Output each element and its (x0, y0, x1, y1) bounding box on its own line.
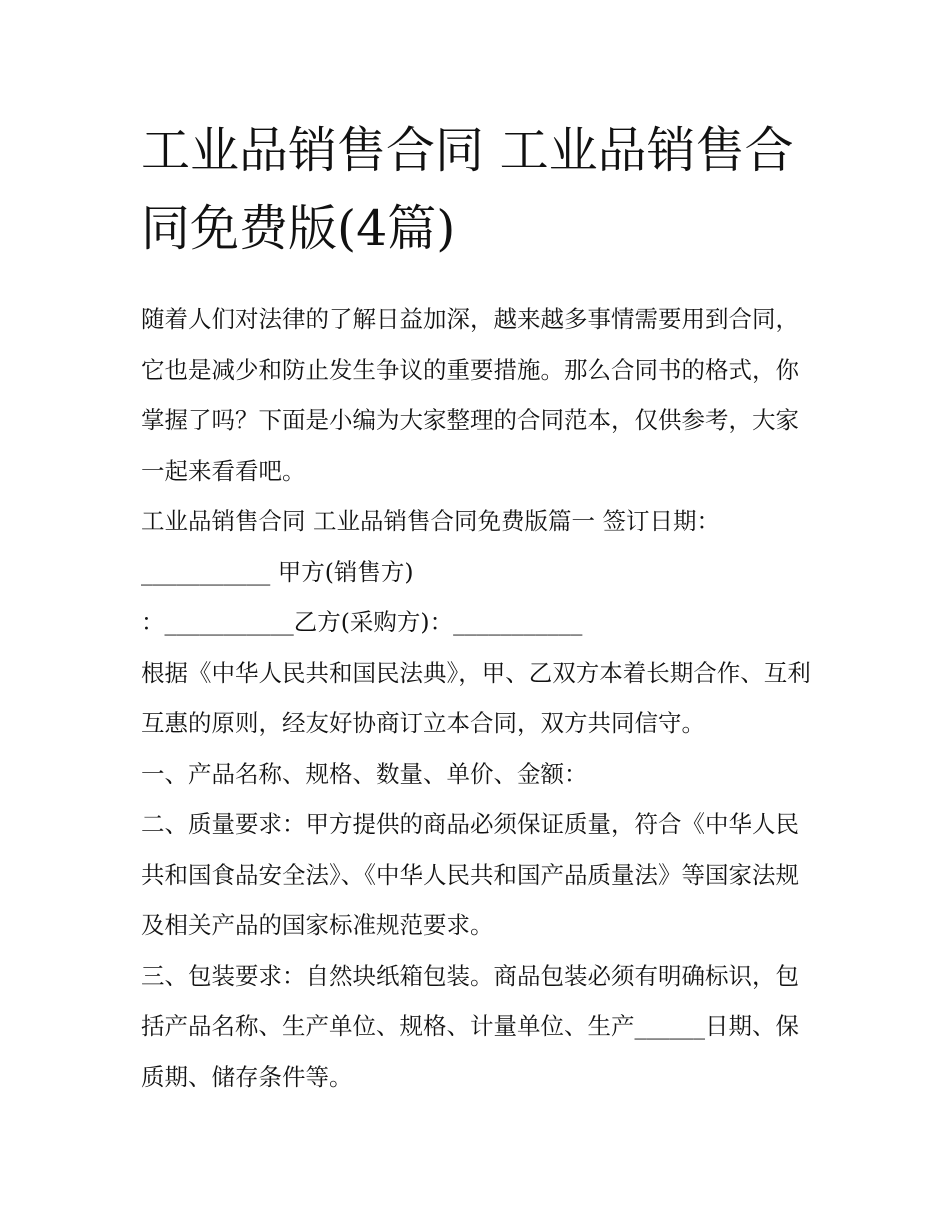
clause-1: 一、产品名称、规格、数量、单价、金额： (141, 759, 588, 788)
party-a-line: ___________ 甲方(销售方) (141, 557, 414, 586)
clause-2: 二、质量要求：甲方提供的商品必须保证质量，符合《中华人民共和国食品安全法》、《中华人民共和国产品质量法》等国家法规及相关产品的国家标准规范要求。 (141, 810, 799, 939)
intro-paragraph: 随着人们对法律的了解日益加深，越来越多事情需要用到合同，它也是减少和防止发生争议的重要措施。那么合同书的格式，你掌握了吗？下面是小编为大家整理的合同范本，仅供参考，大家一起来看看吧。 (141, 305, 799, 485)
document-title: 工业品销售合同 工业品销售合同免费版(4篇) (141, 122, 794, 257)
preamble-paragraph: 根据《中华人民共和国民法典》，甲、乙双方本着长期合作、互利互惠的原则，经友好协商订立本合同，双方共同信守。 (141, 658, 811, 737)
party-b-line: ：___________乙方(采购方)：___________ (141, 608, 583, 636)
document-body (141, 112, 821, 1102)
contract-heading-line: 工业品销售合同 工业品销售合同免费版篇一 签订日期： (141, 507, 720, 535)
clause-3: 三、包装要求：自然块纸箱包装。商品包装必须有明确标识，包括产品名称、生产单位、规格、计量单位、生产______日期、保质期、储存条件等。 (141, 961, 799, 1091)
